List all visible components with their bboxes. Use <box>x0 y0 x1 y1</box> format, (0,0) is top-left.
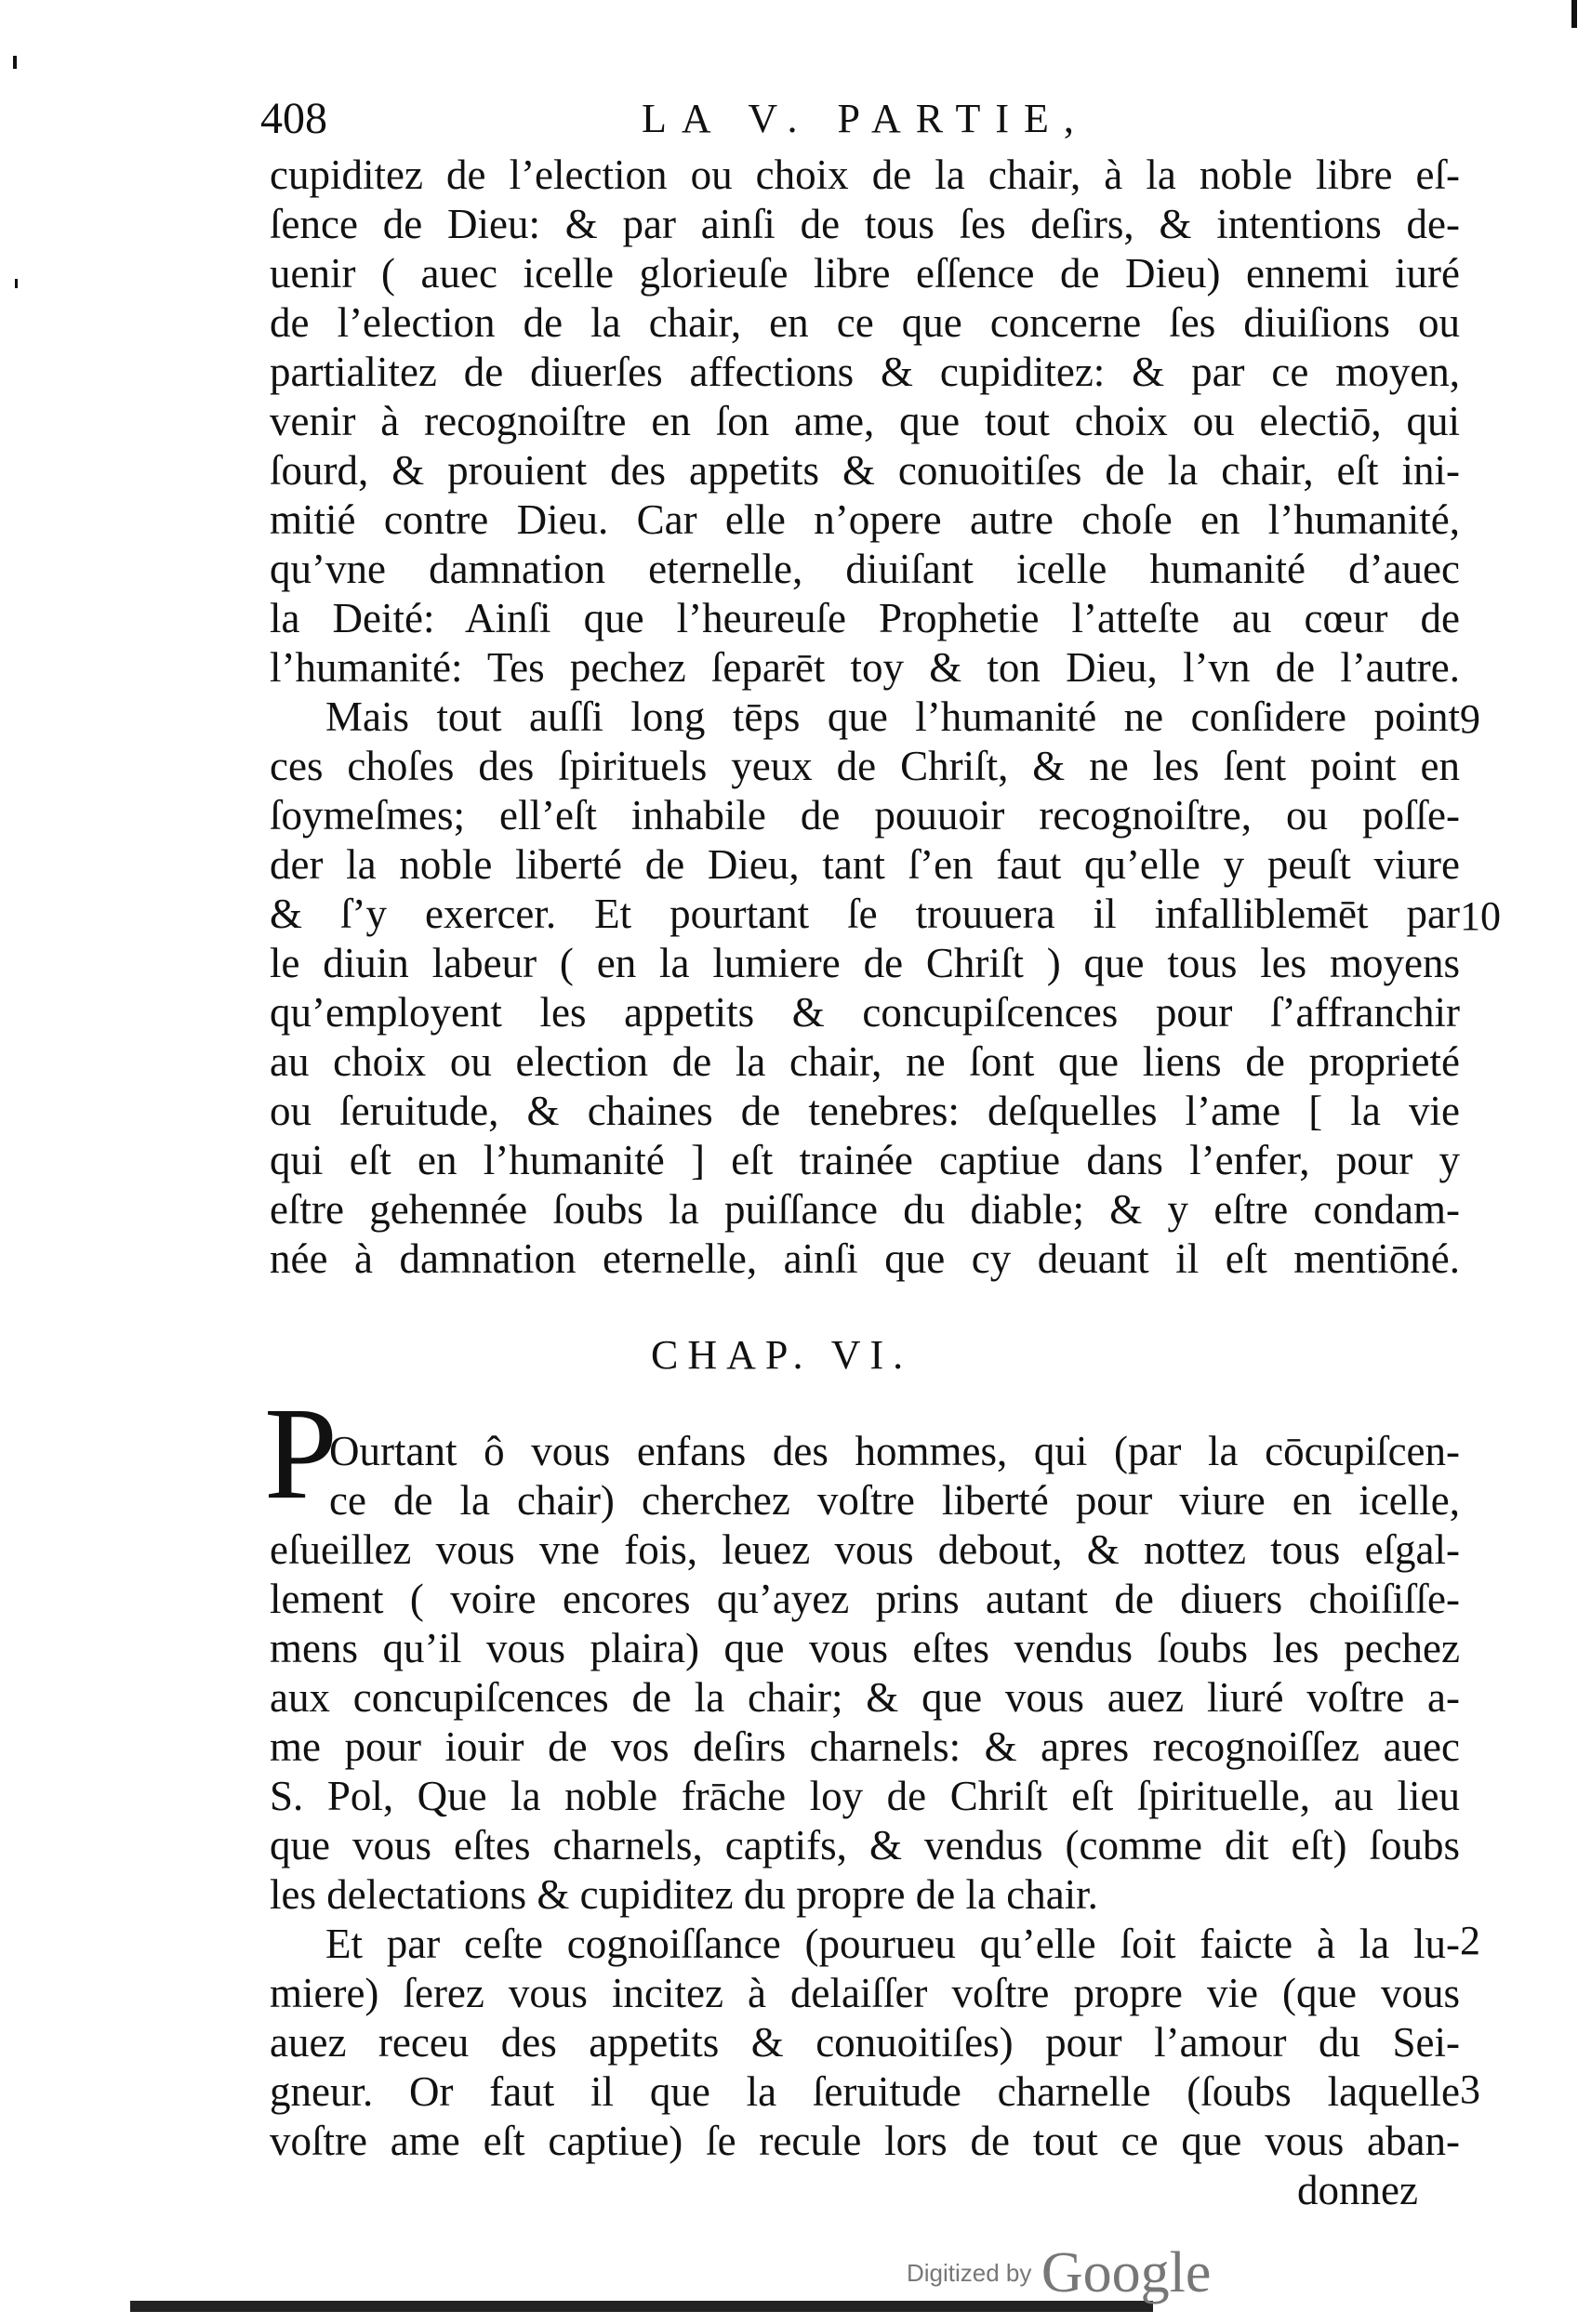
text-line: venir à recognoiſtre en ſon ame, que tout choix ou electiō, qui <box>270 398 1460 444</box>
text-line: que vous eſtes charnels, captifs, & vendus (comme dit eſt) ſoubs <box>270 1822 1460 1868</box>
text-line: de l’election de la chair, en ce que concerne ſes diuiſions ou <box>270 299 1460 346</box>
text-line: aux concupiſcences de la chair; & que vous auez liuré voſtre a- <box>270 1674 1460 1721</box>
text-line: au choix ou election de la chair, ne ſont que liens de proprieté <box>270 1038 1460 1085</box>
margin-verse-number: 9 <box>1460 696 1480 742</box>
text-line: lement ( voire encores qu’ayez prins autant de diuers choiſiſſe- <box>270 1576 1460 1622</box>
text-line: ce de la chair) cherchez voſtre liberté pour viure en icelle, <box>329 1477 1460 1524</box>
text-line: ou ſeruitude, & chaines de tenebres: deſquelles l’ame [ la vie <box>270 1088 1460 1134</box>
text-line: qui eſt en l’humanité ] eſt trainée captiue dans l’enfer, pour y <box>270 1137 1460 1183</box>
text-line: me pour iouir de vos deſirs charnels: & apres recognoiſſez auec <box>270 1723 1460 1770</box>
text-line: der la noble liberté de Dieu, tant ſ’en faut qu’elle y peuſt viure <box>270 841 1460 888</box>
text-line: gneur. Or faut il que la ſeruitude charnelle (ſoubs laquelle <box>270 2068 1460 2115</box>
text-line: eſueillez vous vne fois, leuez vous debout, & nottez tous eſgal- <box>270 1526 1460 1573</box>
text-line: la Deité: Ainſi que l’heureuſe Prophetie l’atteſte au cœur de <box>270 595 1460 641</box>
text-line: née à damnation eternelle, ainſi que cy deuant il eſt mentiōné. <box>270 1235 1460 1282</box>
left-edge-mark <box>13 56 17 69</box>
drop-cap: P <box>264 1380 338 1526</box>
text-line: eſtre gehennée ſoubs la puiſſance du diable; & y eſtre condam- <box>270 1186 1460 1233</box>
margin-verse-number: 2 <box>1460 1918 1480 1963</box>
text-line: voſtre ame eſt captiue) ſe recule lors de tout ce que vous aban- <box>270 2118 1460 2164</box>
text-line: partialitez de diuerſes affections & cupiditez: & par ce moyen, <box>270 349 1460 395</box>
text-line: miere) ſerez vous incitez à delaiſſer voſtre propre vie (que vous <box>270 1970 1460 2016</box>
text-line: ſence de Dieu: & par ainſi de tous ſes deſirs, & intentions de- <box>270 201 1460 247</box>
text-line: ſoymeſmes; ell’eſt inhabile de pouuoir recognoiſtre, ou poſſe- <box>270 792 1460 838</box>
text-line: qu’vne damnation eternelle, diuiſant icelle humanité d’auec <box>270 546 1460 592</box>
catchword: donnez <box>1297 2167 1418 2213</box>
text-line: Et par ceſte cognoiſſance (pourueu qu’elle ſoit faicte à la lu- <box>325 1921 1460 1967</box>
text-line: les delectations & cupiditez du propre de la chair. <box>270 1871 1098 1918</box>
text-line: cupiditez de l’election ou choix de la chair, à la noble libre eſ- <box>270 152 1460 198</box>
text-line: qu’employent les appetits & concupiſcences pour ſ’affranchir <box>270 989 1460 1036</box>
margin-verse-number: 10 <box>1460 893 1501 939</box>
running-head: LA V. PARTIE, <box>642 96 1089 141</box>
margin-verse-number: 3 <box>1460 2067 1480 2112</box>
page-header <box>260 93 1469 149</box>
text-line: l’humanité: Tes pechez ſeparēt toy & ton Dieu, l’vn de l’autre. <box>270 644 1460 691</box>
text-line: Mais tout auſſi long tēps que l’humanité ne conſidere point <box>325 693 1460 740</box>
text-line: & ſ’y exercer. Et pourtant ſe trouuera il infalliblemēt par <box>270 891 1460 937</box>
text-line: uenir ( auec icelle glorieuſe libre eſſence de Dieu) ennemi iuré <box>270 250 1460 297</box>
right-edge-mark <box>1571 0 1577 28</box>
digitization-watermark <box>907 2240 1211 2306</box>
chapter-heading: CHAP. VI. <box>651 1332 913 1378</box>
left-edge-mark <box>15 279 18 288</box>
text-line: mitié contre Dieu. Car elle n’opere autre choſe en l’humanité, <box>270 496 1460 543</box>
google-logo-text: Google <box>1041 2241 1212 2304</box>
text-line: ces choſes des ſpirituels yeux de Chriſt, & ne les ſent point en <box>270 743 1460 789</box>
text-line: S. Pol, Que la noble frāche loy de Chriſt eſt ſpirituelle, au lieu <box>270 1773 1460 1819</box>
page-number: 408 <box>260 94 327 143</box>
text-line: auez receu des appetits & conuoitiſes) pour l’amour du Sei- <box>270 2019 1460 2066</box>
text-line: ſourd, & prouient des appetits & conuoitiſes de la chair, eſt ini- <box>270 447 1460 494</box>
text-line: le diuin labeur ( en la lumiere de Chriſt ) que tous les moyens <box>270 940 1460 986</box>
digitized-by-label: Digitized by <box>907 2259 1032 2287</box>
text-line: mens qu’il vous plaira) que vous eſtes vendus ſoubs les pechez <box>270 1625 1460 1671</box>
text-line: Ourtant ô vous enfans des hommes, qui (par la cōcupiſcen- <box>329 1428 1460 1474</box>
